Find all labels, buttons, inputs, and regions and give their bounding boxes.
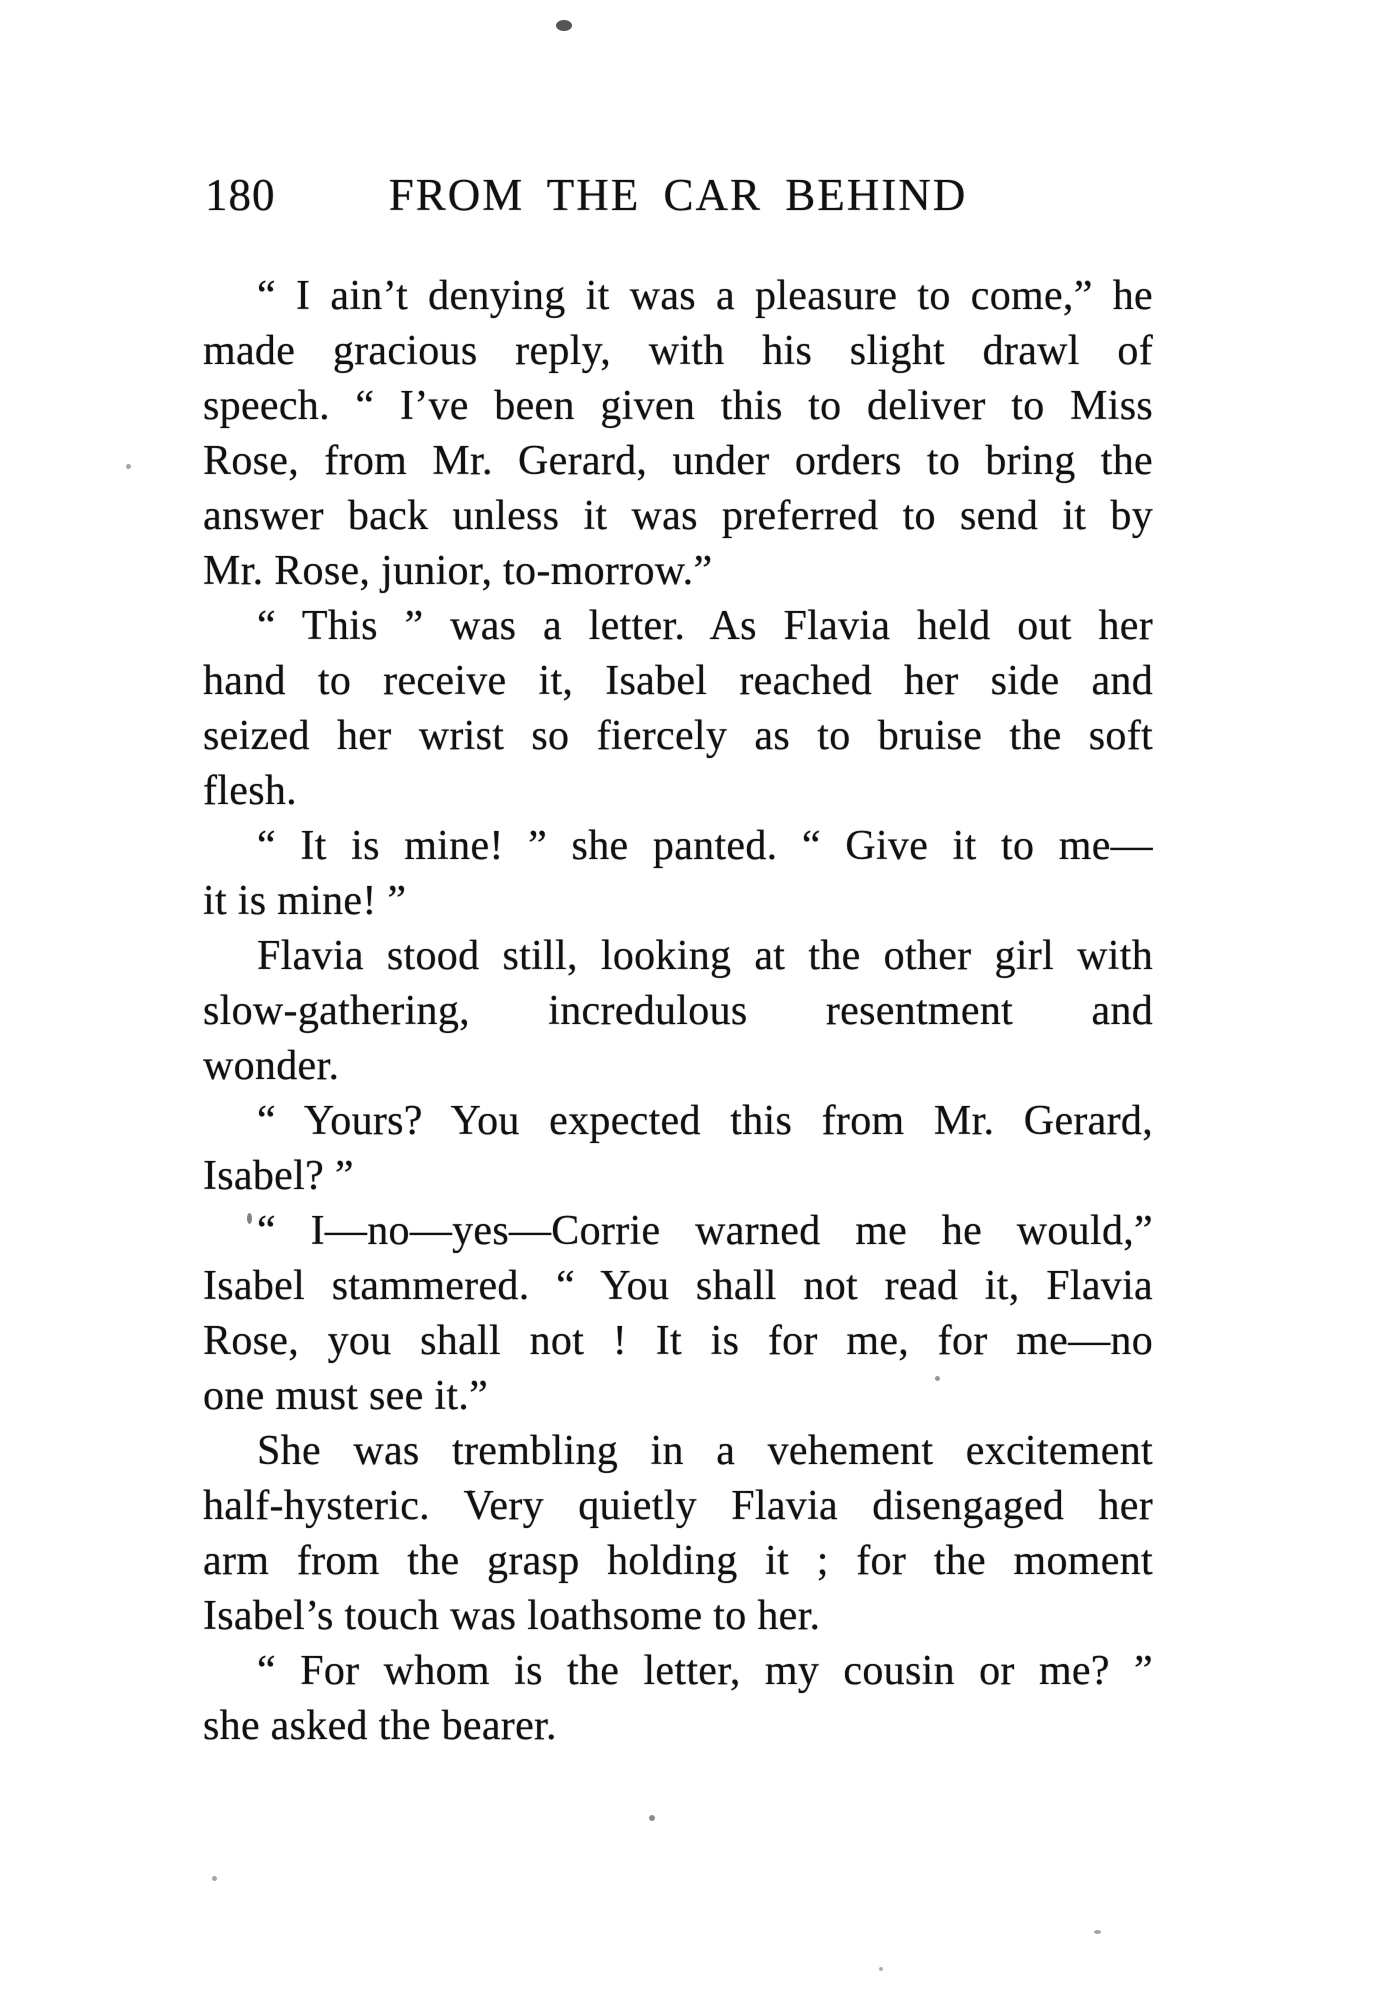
- text-line: made gracious reply, with his slight drawl of: [203, 328, 1153, 374]
- text-block: [203, 269, 1153, 1754]
- text-line: arm from the grasp holding it ; for the moment: [203, 1538, 1153, 1584]
- text-line: answer back unless it was preferred to send it by: [203, 493, 1153, 539]
- text-line: “ This ” was a letter. As Flavia held out her: [257, 603, 1153, 649]
- text-line: Rose, you shall not ! It is for me, for me—no: [203, 1318, 1153, 1364]
- running-title: FROM THE CAR BEHIND: [388, 170, 968, 220]
- page-number: 180: [205, 170, 276, 220]
- text-line: she asked the bearer.: [203, 1703, 557, 1749]
- text-line: seized her wrist so fiercely as to bruise the soft: [203, 713, 1153, 759]
- text-line: flesh.: [203, 768, 297, 814]
- text-line: it is mine! ”: [203, 878, 407, 924]
- text-line: Mr. Rose, junior, to-morrow.”: [203, 548, 713, 594]
- page-header: [203, 168, 1153, 223]
- scan-speck: [247, 1213, 252, 1224]
- text-line: slow-gathering, incredulous resentment and: [203, 988, 1153, 1034]
- text-line: Flavia stood still, looking at the other girl with: [257, 933, 1153, 979]
- scan-speck: [468, 1490, 473, 1495]
- text-line: “ Yours? You expected this from Mr. Gerard,: [257, 1098, 1153, 1144]
- text-line: Isabel’s touch was loathsome to her.: [203, 1593, 821, 1639]
- scan-speck: [556, 20, 572, 31]
- text-line: “ It is mine! ” she panted. “ Give it to me—: [257, 823, 1153, 869]
- text-line: half-hysteric. Very quietly Flavia disengaged her: [203, 1483, 1153, 1529]
- text-line: hand to receive it, Isabel reached her side and: [203, 658, 1153, 704]
- text-line: “ For whom is the letter, my cousin or me? ”: [257, 1648, 1153, 1694]
- scan-speck: [935, 1376, 940, 1381]
- text-line: wonder.: [203, 1043, 340, 1089]
- text-line: speech. “ I’ve been given this to deliver to Miss: [203, 383, 1153, 429]
- text-line: “ I ain’t denying it was a pleasure to come,” he: [257, 273, 1153, 319]
- text-line: Isabel? ”: [203, 1153, 354, 1199]
- scan-speck: [649, 1815, 655, 1821]
- text-line: Rose, from Mr. Gerard, under orders to bring the: [203, 438, 1153, 484]
- text-line: Isabel stammered. “ You shall not read it, Flavia: [203, 1263, 1153, 1309]
- scan-speck: [126, 464, 131, 469]
- text-line: “ I—no—yes—Corrie warned me he would,”: [257, 1208, 1153, 1254]
- scan-speck: [1094, 1930, 1101, 1934]
- scan-speck: [879, 1967, 883, 1971]
- text-line: one must see it.”: [203, 1373, 489, 1419]
- scan-speck: [212, 1876, 217, 1881]
- text-line: She was trembling in a vehement excitement: [257, 1428, 1153, 1474]
